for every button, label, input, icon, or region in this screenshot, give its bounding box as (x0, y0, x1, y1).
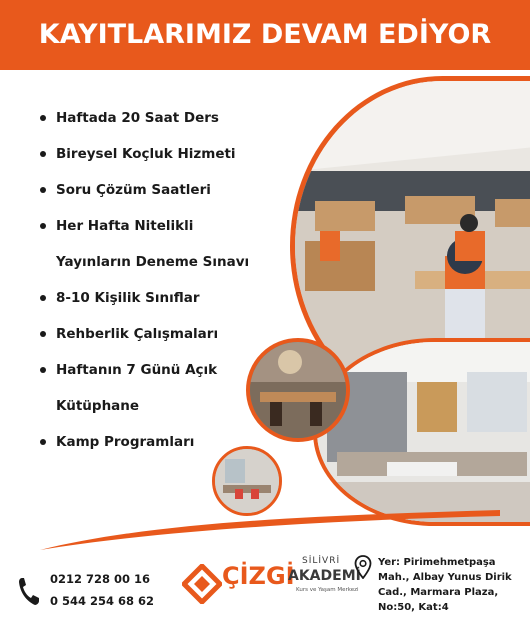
location-pin-icon (354, 555, 372, 579)
banner-title: KAYITLARIMIZ DEVAM EDİYOR (38, 19, 492, 50)
bullet-icon (40, 367, 46, 373)
phone-number-1[interactable]: 0212 728 00 16 (50, 572, 151, 586)
logo-word: ÇİZGİ (222, 562, 295, 590)
logo-mark-icon (182, 564, 222, 604)
address-line: Cad., Marmara Plaza, (378, 587, 499, 598)
bullet-icon (40, 223, 46, 229)
classroom-photo (212, 446, 282, 516)
bullet-icon (40, 187, 46, 193)
bullet-icon (40, 331, 46, 337)
address-line: No:50, Kat:4 (378, 602, 449, 613)
address-line: Mah., Albay Yunus Dirik (378, 572, 512, 583)
logo-akademi: AKADEMİ (288, 568, 361, 584)
feature-item: 8-10 Kişilik Sınıflar (36, 280, 249, 316)
classroom-illustration (215, 449, 279, 513)
address-line: Yer: Pirimehmetpaşa (378, 557, 496, 568)
feature-item-continuation: Yayınların Deneme Sınavı (56, 254, 250, 270)
feature-item: Haftanın 7 Günü Açık (36, 352, 249, 388)
address-text (378, 555, 512, 615)
brand-logo (182, 556, 361, 612)
logo-silivri: SİLİVRİ (302, 556, 341, 566)
phone-number-2[interactable]: 0 544 254 68 62 (50, 594, 155, 608)
study-room-illustration (250, 342, 346, 438)
feature-list (36, 100, 249, 460)
feature-item: Rehberlik Çalışmaları (36, 316, 249, 352)
feature-item: Bireysel Koçluk Hizmeti (36, 136, 249, 172)
study-room-photo (246, 338, 350, 442)
header-banner (0, 0, 530, 70)
bullet-icon (40, 439, 46, 445)
feature-item: Her Hafta Nitelikli (36, 208, 249, 244)
bullet-icon (40, 151, 46, 157)
feature-item-continuation: Kütüphane (56, 398, 140, 414)
lounge-photo-illustration (317, 342, 530, 522)
bullet-icon (40, 115, 46, 121)
feature-item: Soru Çözüm Saatleri (36, 172, 249, 208)
feature-item: Haftada 20 Saat Ders (36, 100, 249, 136)
bullet-icon (40, 295, 46, 301)
logo-subtitle: Kurs ve Yaşam Merkezi (296, 587, 359, 593)
feature-item: Kamp Programları (36, 424, 249, 460)
phone-icon (18, 576, 40, 606)
